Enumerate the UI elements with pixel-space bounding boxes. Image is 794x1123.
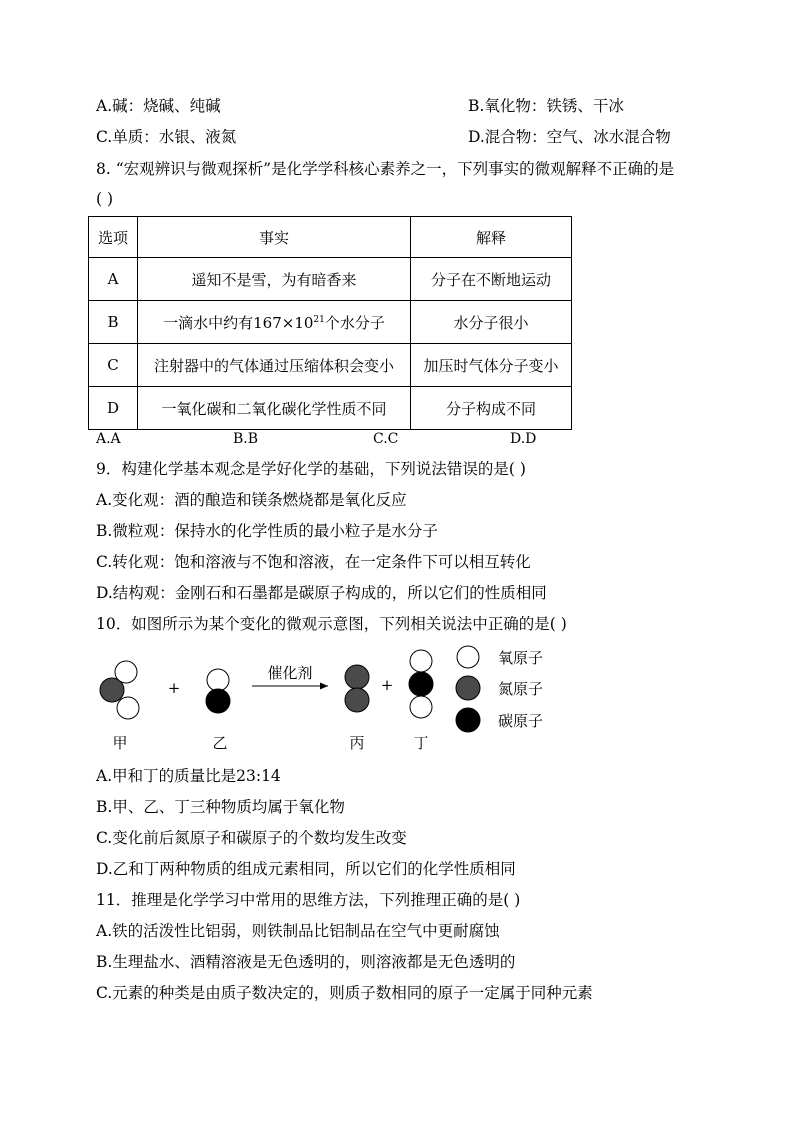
q9-option-d: D.结构观：金刚石和石墨都是碳原子构成的，所以它们的性质相同 [96, 584, 547, 602]
fact-number: 167×10 [253, 313, 314, 332]
q11-stem: 11．推理是化学学习中常用的思维方法，下列推理正确的是( ) [96, 891, 521, 909]
table-header-cell: 选项 [89, 217, 138, 258]
table-cell-fact [138, 301, 411, 344]
table-header-cell: 解释 [411, 217, 572, 258]
q8-option-d: D.D [510, 431, 537, 447]
q9-option-c: C.转化观：饱和溶液与不饱和溶液，在一定条件下可以相互转化 [96, 553, 531, 571]
table-cell-option: A [89, 258, 138, 301]
legend-oxygen-icon [457, 646, 479, 668]
table-header-row [89, 217, 572, 258]
catalyst-label: 催化剂 [267, 664, 313, 682]
reaction-diagram [90, 640, 570, 755]
q10-option-c: C.变化前后氮原子和碳原子的个数均发生改变 [96, 829, 407, 847]
molecule-bing [345, 665, 369, 712]
q10-option-a: A.甲和丁的质量比是23:14 [96, 767, 281, 785]
oxygen-atom [410, 650, 432, 672]
table-cell-option: B [89, 301, 138, 344]
q9-option-b: B.微粒观：保持水的化学性质的最小粒子是水分子 [96, 522, 438, 540]
q8-option-a: A.A [96, 431, 121, 447]
q11-option-b: B.生理盐水、酒精溶液是无色透明的，则溶液都是无色透明的 [96, 953, 516, 971]
molecule-jia [100, 661, 139, 719]
table-cell-explanation: 分子构成不同 [411, 387, 572, 430]
q10-option-b: B.甲、乙、丁三种物质均属于氧化物 [96, 798, 345, 816]
table-row [89, 344, 572, 387]
label-bing: 丙 [349, 734, 365, 752]
q8-option-b: B.B [233, 431, 259, 447]
legend-nitrogen-icon [456, 676, 480, 700]
table-row [89, 387, 572, 430]
table-row [89, 301, 572, 344]
table-cell-option: C [89, 344, 138, 387]
table-header-cell: 事实 [138, 217, 411, 258]
molecule-ding [409, 650, 433, 718]
carbon-atom [409, 672, 433, 696]
molecule-yi [206, 669, 230, 713]
table-cell-fact: 一氧化碳和二氧化碳化学性质不同 [138, 387, 411, 430]
table-cell-fact: 注射器中的气体通过压缩体积会变小 [138, 344, 411, 387]
oxygen-atom [410, 696, 432, 718]
q8-stem: 8. “宏观辨识与微观探析”是化学学科核心素养之一，下列事实的微观解释不正确的是 [96, 160, 675, 178]
plus-sign-1: + [167, 679, 181, 697]
legend-carbon-label: 碳原子 [498, 712, 544, 730]
legend-carbon-icon [456, 708, 480, 732]
q10-stem: 10．如图所示为某个变化的微观示意图，下列相关说法中正确的是( ) [96, 615, 567, 633]
q10-option-d: D.乙和丁两种物质的组成元素相同，所以它们的化学性质相同 [96, 860, 516, 878]
fact-text-post: 个水分子 [324, 313, 385, 332]
table-row [89, 258, 572, 301]
legend [456, 646, 543, 732]
q11-option-a: A.铁的活泼性比铝弱，则铁制品比铝制品在空气中更耐腐蚀 [96, 922, 500, 940]
q8-option-c: C.C [373, 431, 399, 447]
arrow-head-icon [320, 683, 328, 690]
label-yi: 乙 [212, 734, 228, 752]
table-cell-option: D [89, 387, 138, 430]
table-cell-explanation: 加压时气体分子变小 [411, 344, 572, 387]
q9-option-a: A.变化观：酒的酿造和镁条燃烧都是氧化反应 [96, 491, 407, 509]
table-cell-explanation: 分子在不断地运动 [411, 258, 572, 301]
q11-option-c: C.元素的种类是由质子数决定的，则质子数相同的原子一定属于同种元素 [96, 984, 593, 1002]
q9-stem: 9．构建化学基本观念是学好化学的基础，下列说法错误的是( ) [96, 460, 526, 478]
oxygen-atom [207, 669, 229, 691]
nitrogen-atom [345, 665, 369, 689]
oxygen-atom [115, 661, 137, 683]
fact-exponent: 21 [313, 314, 325, 325]
label-ding: 丁 [413, 734, 429, 752]
oxygen-atom [117, 697, 139, 719]
q7-option-d: D.混合物：空气、冰水混合物 [468, 128, 671, 146]
q7-option-c: C.单质：水银、液氮 [96, 128, 237, 146]
q8-answer-paren: ( ) [96, 190, 114, 208]
label-jia: 甲 [112, 734, 128, 752]
q7-option-row-1 [96, 95, 624, 117]
q7-option-row-2 [96, 126, 671, 148]
carbon-atom [206, 689, 230, 713]
plus-sign-2: + [380, 676, 394, 694]
legend-nitrogen-label: 氮原子 [498, 680, 544, 698]
nitrogen-atom [345, 688, 369, 712]
legend-oxygen-label: 氧原子 [498, 649, 544, 667]
fact-text-pre: 一滴水中约有 [163, 313, 254, 332]
q8-table [88, 216, 572, 430]
q7-option-b: B.氧化物：铁锈、干冰 [468, 97, 624, 115]
table-cell-fact: 遥知不是雪，为有暗香来 [138, 258, 411, 301]
q7-option-a: A.碱：烧碱、纯碱 [96, 97, 221, 115]
table-cell-explanation: 水分子很小 [411, 301, 572, 344]
